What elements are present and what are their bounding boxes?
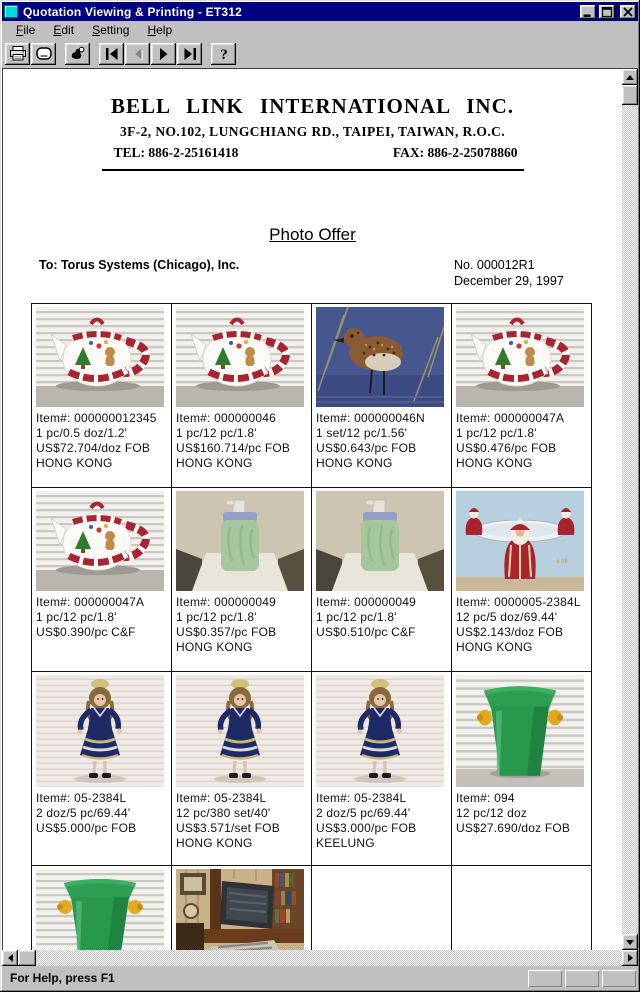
- vertical-scrollbar[interactable]: [622, 69, 638, 950]
- vertical-scroll-track[interactable]: [622, 105, 638, 934]
- cell-port: HONG KONG: [176, 836, 253, 850]
- offer-cell: [32, 488, 172, 672]
- print-preview-icon: [35, 46, 53, 61]
- cell-price: US$3.571/set FOB: [176, 821, 280, 835]
- arrow-right-icon: [628, 954, 637, 962]
- offer-cell: [452, 488, 592, 672]
- first-record-button[interactable]: [99, 43, 124, 65]
- cell-port: HONG KONG: [316, 456, 393, 470]
- prev-record-button[interactable]: [125, 43, 150, 65]
- cell-port: HONG KONG: [36, 456, 113, 470]
- offer-cell: [312, 672, 452, 866]
- company-tel: TEL: 886-2-25161418: [113, 145, 239, 160]
- cell-packing: 1 set/12 pc/1.56': [316, 426, 408, 440]
- offer-cell: [172, 488, 312, 672]
- arrow-left-icon: [4, 954, 13, 962]
- offer-cell: [32, 304, 172, 488]
- last-record-button[interactable]: [177, 43, 202, 65]
- close-button[interactable]: [620, 5, 636, 19]
- product-photo-santa-dish: [456, 491, 584, 591]
- prev-record-icon: [129, 47, 147, 61]
- offer-number: No. 000012R1: [454, 258, 535, 272]
- menu-file[interactable]: File: [16, 23, 36, 37]
- cell-packing: 1 pc/12 pc/1.8': [456, 426, 537, 440]
- cell-item-no: Item#: 000000046: [176, 411, 276, 425]
- help-button[interactable]: [211, 43, 236, 65]
- offer-cell: [312, 304, 452, 488]
- menu-bar: [2, 21, 638, 40]
- cell-packing: 12 pc/380 set/40': [176, 806, 271, 820]
- cell-item-no: Item#: 05-2384L: [316, 791, 407, 805]
- menu-setting[interactable]: Setting: [92, 23, 130, 37]
- window-title: Quotation Viewing & Printing - ET312: [23, 4, 242, 19]
- cell-price: US$0.476/pc FOB: [456, 441, 557, 455]
- offer-date: December 29, 1997: [454, 274, 564, 288]
- cell-packing: 2 doz/5 pc/69.44': [36, 806, 131, 820]
- last-record-icon: [181, 47, 199, 61]
- next-record-button[interactable]: [151, 43, 176, 65]
- offer-title: Photo Offer: [269, 225, 356, 244]
- product-photo-doll: [316, 675, 444, 787]
- cell-item-no: Item#: 000000049: [176, 595, 276, 609]
- cell-price: US$0.390/pc C&F: [36, 625, 136, 639]
- status-message: For Help, press F1: [10, 971, 115, 985]
- product-photo-christmas-teapot: [456, 307, 584, 407]
- offer-cell-empty: [312, 866, 452, 951]
- offer-cell: [172, 866, 312, 951]
- offer-recipient: To: Torus Systems (Chicago), Inc.: [39, 258, 240, 272]
- toolbar: [2, 40, 638, 68]
- offer-cell: [32, 672, 172, 866]
- letterhead: [102, 93, 524, 171]
- product-photo-bird: [316, 307, 444, 407]
- cell-port: HONG KONG: [456, 456, 533, 470]
- close-icon: [621, 6, 635, 18]
- product-photo-doll: [176, 675, 304, 787]
- offer-cell-empty: [452, 866, 592, 951]
- maximize-icon: [600, 6, 614, 18]
- product-photo-christmas-teapot: [36, 491, 164, 591]
- cell-packing: 1 pc/0.5 doz/1.2': [36, 426, 128, 440]
- cell-item-no: Item#: 000000049: [316, 595, 416, 609]
- product-photo-green-bucket: [456, 675, 584, 787]
- offer-cell: [172, 672, 312, 866]
- cell-price: US$72.704/doz FOB: [36, 441, 151, 455]
- horizontal-scroll-track[interactable]: [36, 950, 622, 966]
- print-icon: [9, 46, 27, 61]
- minimize-button[interactable]: [580, 5, 596, 19]
- arrow-down-icon: [626, 940, 634, 949]
- quotation-document: [3, 69, 622, 950]
- cell-item-no: Item#: 0000005-2384L: [456, 595, 581, 609]
- cell-packing: 1 pc/12 pc/1.8': [176, 426, 257, 440]
- cell-packing: 1 pc/12 pc/1.8': [36, 610, 117, 624]
- help-icon: [215, 46, 233, 62]
- vertical-scroll-thumb[interactable]: [622, 85, 638, 105]
- next-record-icon: [155, 47, 173, 61]
- print-preview-button[interactable]: [31, 43, 56, 65]
- cell-price: US$27.690/doz FOB: [456, 821, 571, 835]
- title-bar[interactable]: [2, 2, 638, 21]
- offer-cell: [452, 304, 592, 488]
- cell-port: HONG KONG: [176, 640, 253, 654]
- company-address: 3F-2, NO.102, LUNGCHIANG RD., TAIPEI, TAIWAN, R.O.C.: [119, 124, 506, 139]
- status-pane-3: [602, 970, 636, 987]
- cell-packing: 2 doz/5 pc/69.44': [316, 806, 411, 820]
- offer-cell: [452, 672, 592, 866]
- app-icon[interactable]: [4, 5, 18, 18]
- cell-price: US$160.714/pc FOB: [176, 441, 291, 455]
- print-button[interactable]: [5, 43, 30, 65]
- cell-item-no: Item#: 000000047A: [36, 595, 145, 609]
- cell-packing: 12 pc/5 doz/69.44': [456, 610, 558, 624]
- horizontal-scrollbar[interactable]: [2, 950, 638, 966]
- menu-help[interactable]: Help: [147, 23, 173, 37]
- cell-item-no: Item#: 000000012345: [36, 411, 157, 425]
- cell-price: US$2.143/doz FOB: [456, 625, 564, 639]
- cell-price: US$0.643/pc FOB: [316, 441, 417, 455]
- svg-text:?: ?: [219, 46, 228, 62]
- cell-item-no: Item#: 000000046N: [316, 411, 425, 425]
- product-photo-christmas-teapot: [176, 307, 304, 407]
- company-fax: FAX: 886-2-25078860: [392, 145, 518, 160]
- product-photo-pump-bottle: [316, 491, 444, 591]
- product-photo-christmas-teapot: [36, 307, 164, 407]
- browse-icon: [69, 46, 87, 61]
- product-photo-computer-desk: [176, 869, 304, 950]
- status-bar: [2, 966, 638, 990]
- browse-button[interactable]: [65, 43, 90, 65]
- menu-edit[interactable]: Edit: [53, 23, 75, 37]
- status-pane-2: [565, 970, 599, 987]
- product-photo-doll: [36, 675, 164, 787]
- cell-price: US$0.357/pc FOB: [176, 625, 277, 639]
- cell-item-no: Item#: 05-2384L: [176, 791, 267, 805]
- cell-port: HONG KONG: [456, 640, 533, 654]
- company-name: BELL LINK INTERNATIONAL INC.: [110, 94, 515, 118]
- cell-port: KEELUNG: [316, 836, 375, 850]
- scroll-right-button[interactable]: [622, 950, 638, 966]
- arrow-up-icon: [626, 71, 634, 80]
- cell-item-no: Item#: 094: [456, 791, 515, 805]
- scroll-left-button[interactable]: [2, 950, 18, 966]
- document-viewport: [3, 69, 622, 950]
- cell-port: HONG KONG: [176, 456, 253, 470]
- minimize-icon: [581, 6, 595, 18]
- cell-packing: 12 pc/12 doz: [456, 806, 528, 820]
- cell-price: US$3.000/pc FOB: [316, 821, 417, 835]
- offer-cell: [312, 488, 452, 672]
- product-photo-green-bucket: [36, 869, 164, 950]
- maximize-button[interactable]: [599, 5, 615, 19]
- offer-grid: [31, 303, 592, 950]
- cell-packing: 1 pc/12 pc/1.8': [316, 610, 397, 624]
- cell-item-no: Item#: 000000047A: [456, 411, 565, 425]
- cell-item-no: Item#: 05-2384L: [36, 791, 127, 805]
- offer-cell: [32, 866, 172, 951]
- status-pane-1: [528, 970, 562, 987]
- first-record-icon: [103, 47, 121, 61]
- cell-price: US$0.510/pc C&F: [316, 625, 416, 639]
- cell-packing: 1 pc/12 pc/1.8': [176, 610, 257, 624]
- product-photo-pump-bottle: [176, 491, 304, 591]
- scroll-up-button[interactable]: [622, 69, 638, 85]
- offer-cell: [172, 304, 312, 488]
- scroll-down-button[interactable]: [622, 934, 638, 950]
- horizontal-scroll-thumb[interactable]: [18, 950, 36, 966]
- cell-price: US$5.000/pc FOB: [36, 821, 137, 835]
